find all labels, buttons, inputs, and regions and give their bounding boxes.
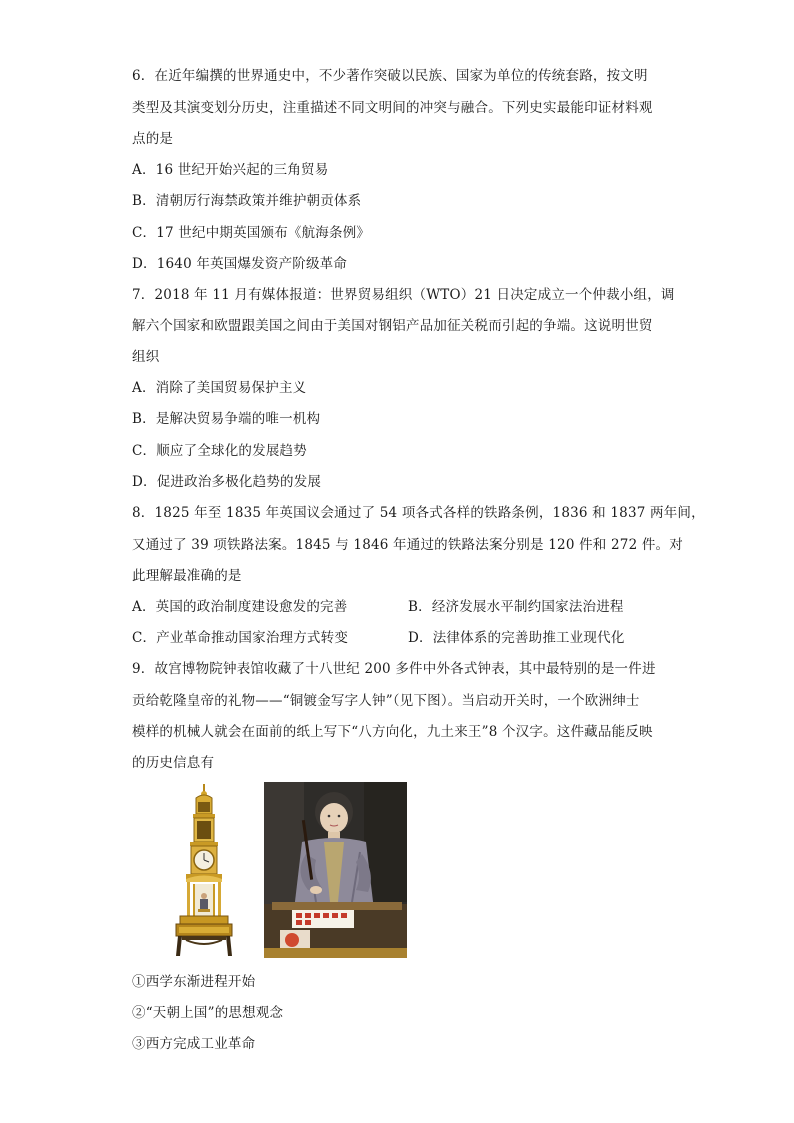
q7-option-d: D．促进政治多极化趋势的发展 [132, 474, 322, 490]
q8-option-c: C．产业革命推动国家治理方式转变 [132, 630, 349, 646]
q9-statement-3: ③西方完成工业革命 [132, 1036, 256, 1052]
writing-automaton-photo [264, 782, 407, 958]
q8-option-b: B．经济发展水平制约国家法治进程 [408, 599, 624, 615]
q9-stem-line-4: 的历史信息有 [132, 755, 215, 771]
q6-option-b: B．清朝厉行海禁政策并维护朝贡体系 [132, 193, 362, 209]
q6-option-a: A．16 世纪开始兴起的三角贸易 [132, 162, 329, 178]
q6-stem-line-3: 点的是 [132, 131, 174, 147]
q9-stem-line-2: 贡给乾隆皇帝的礼物——“铜镀金写字人钟”（见下图）。当启动开关时，一个欧洲绅士 [132, 693, 640, 709]
q7-option-c: C．顺应了全球化的发展趋势 [132, 443, 307, 459]
q7-option-a: A．消除了美国贸易保护主义 [132, 380, 307, 396]
q6-stem-line-2: 类型及其演变划分历史，注重描述不同文明间的冲突与融合。下列史实最能印证材料观 [132, 100, 653, 116]
q7-stem-line-1: 7．2018 年 11 月有媒体报道：世界贸易组织（WTO）21 日决定成立一个仲裁小组，调 [132, 287, 675, 303]
q8-stem-line-2: 又通过了 39 项铁路法案。1845 与 1846 年通过的铁路法案分别是 120 件和 272 件。对 [132, 537, 683, 553]
q6-option-d: D．1640 年英国爆发资产阶级革命 [132, 256, 348, 272]
q7-option-b: B．是解决贸易争端的唯一机构 [132, 411, 321, 427]
q6-option-c: C．17 世纪中期英国颁布《航海条例》 [132, 225, 371, 241]
q8-option-d: D．法律体系的完善助推工业现代化 [408, 630, 625, 646]
q9-stem-line-1: 9．故宫博物院钟表馆收藏了十八世纪 200 多件中外各式钟表，其中最特别的是一件进 [132, 661, 656, 677]
q8-stem-line-3: 此理解最准确的是 [132, 568, 242, 584]
q8-option-a: A．英国的政治制度建设愈发的完善 [132, 599, 348, 615]
q7-stem-line-3: 组织 [132, 349, 160, 365]
gilded-clock-photo [166, 780, 244, 960]
q7-stem-line-2: 解六个国家和欧盟跟美国之间由于美国对钢铝产品加征关税而引起的争端。这说明世贸 [132, 318, 653, 334]
q6-stem-line-1: 6．在近年编撰的世界通史中，不少著作突破以民族、国家为单位的传统套路，按文明 [132, 68, 648, 84]
q9-statement-1: ①西学东渐进程开始 [132, 974, 256, 990]
q8-stem-line-1: 8．1825 年至 1835 年英国议会通过了 54 项各式各样的铁路条例，1836 和 1837 两年间， [132, 505, 705, 521]
q9-stem-line-3: 模样的机械人就会在面前的纸上写下“八方向化，九土来王”8 个汉字。这件藏品能反映 [132, 724, 653, 740]
q9-statement-2: ②“天朝上国”的思想观念 [132, 1005, 284, 1021]
